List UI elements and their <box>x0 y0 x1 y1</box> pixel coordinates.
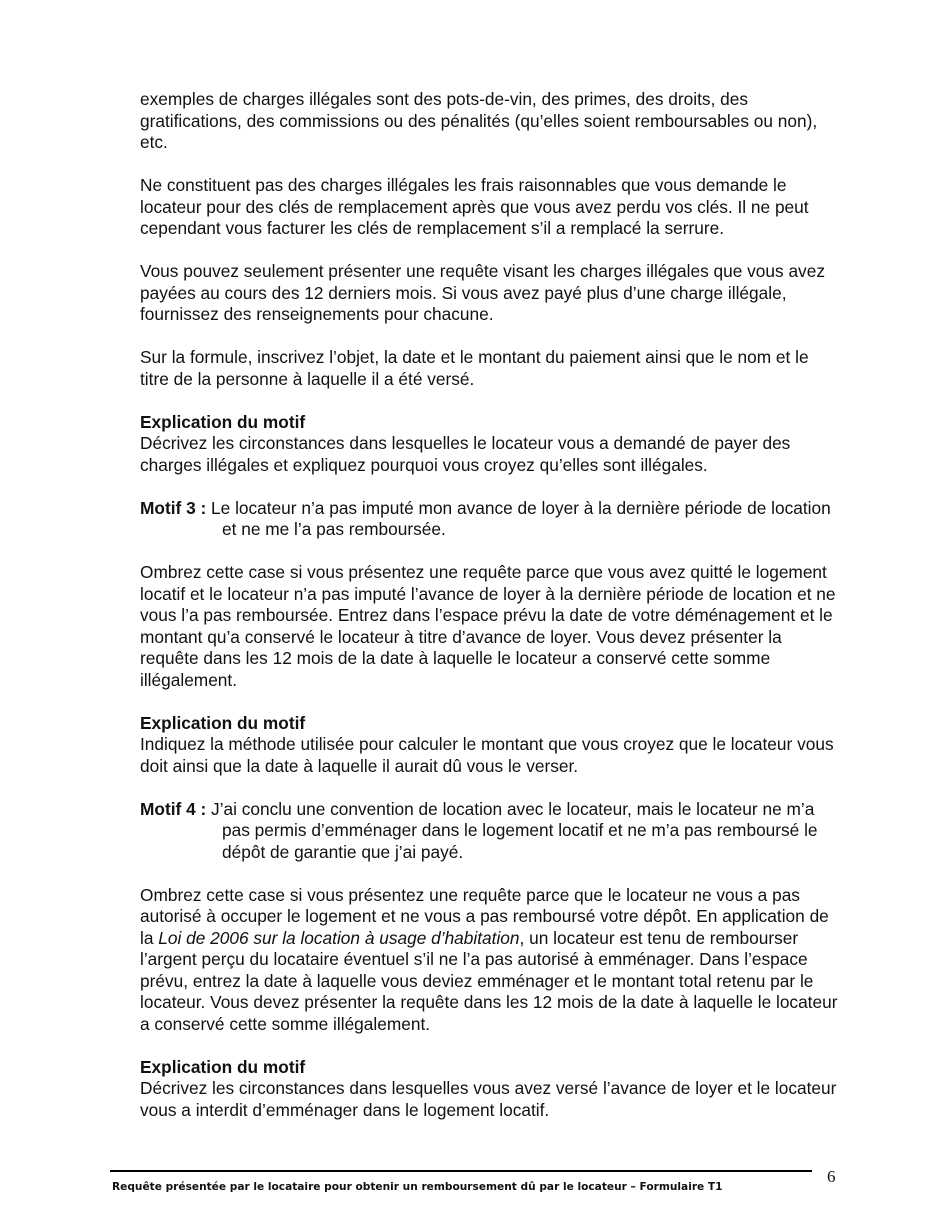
motif-4-label: Motif 4 : <box>140 798 207 819</box>
section-heading: Explication du motif <box>140 411 306 432</box>
motif-3 <box>140 498 840 541</box>
section-text: Décrivez les circonstances dans lesquelles vous avez versé l’avance de loyer et le locateur vous a interdit d’emménager dans le logement locatif. <box>140 1078 837 1120</box>
document-body <box>140 89 840 1143</box>
text-after-law: , un locateur est tenu de rembourser l’argent perçu du locataire éventuel s’il ne l’a pas autorisé à emménager. Dans l’espace prévu, entrez la date à laquelle vous deviez emménager et le montant total retenu par le locateur. Vous devez présenter la requête dans les 12 mois de la date à laquelle le locateur a conservé cette somme illégalement. <box>140 927 838 1034</box>
paragraph-illegal-charges-examples: exemples de charges illégales sont des pots-de-vin, des primes, des droits, des gratifications, des commissions ou des pénalités (qu’elles soient remboursables ou non), etc. <box>140 89 818 152</box>
motif-4-text: J’ai conclu une convention de location avec le locateur, mais le locateur ne m’a pas permis d’emménager dans le logement locatif et ne m’a pas remboursé le dépôt de garantie que j’ai payé. <box>211 798 818 862</box>
section-text: Indiquez la méthode utilisée pour calculer le montant que vous croyez que le locateur vous doit ainsi que la date à laquelle il aurait dû vous le verser. <box>140 734 834 776</box>
section-explanation-3 <box>140 1057 840 1122</box>
page-number: 6 <box>827 1167 836 1186</box>
text-before-law: Ombrez cette case si vous présentez une requête parce que le locateur ne vous a pas autorisé à occuper le logement et ne vous a pas remboursé votre dépôt. En application de la <box>140 884 829 948</box>
section-text: Décrivez les circonstances dans lesquelles le locateur vous a demandé de payer des charges illégales et expliquez pourquoi vous croyez qu’elles sont illégales. <box>140 433 791 475</box>
motif-3-label: Motif 3 : <box>140 497 207 518</box>
paragraph-motif-4-instructions <box>140 885 840 1036</box>
motif-4 <box>140 799 840 864</box>
section-explanation-1 <box>140 412 840 477</box>
footer-divider <box>110 1170 812 1172</box>
footer-title: Requête présentée par le locataire pour obtenir un remboursement dû par le locateur – Formulaire T1 <box>112 1181 723 1193</box>
paragraph-motif-3-instructions: Ombrez cette case si vous présentez une requête parce que vous avez quitté le logement locatif et le locateur n’a pas imputé l’avance de loyer à la dernière période de location et ne vous l’a pas remboursée. Entrez dans l’espace prévu la date de votre déménagement et le montant qu’a conservé le locateur à titre d’avance de loyer. Vous devez présenter la requête dans les 12 mois de la date à laquelle le locateur a conservé cette somme illégalement. <box>140 562 836 690</box>
motif-3-text: Le locateur n’a pas imputé mon avance de loyer à la dernière période de location et ne me l’a pas remboursée. <box>211 497 831 539</box>
paragraph-replacement-keys: Ne constituent pas des charges illégales les frais raisonnables que vous demande le locateur pour des clés de remplacement après que vous avez perdu vos clés. Il ne peut cependant vous facturer les clés de remplacement s’il a remplacé la serrure. <box>140 175 809 238</box>
section-explanation-2 <box>140 713 840 778</box>
section-heading: Explication du motif <box>140 1056 306 1077</box>
paragraph-twelve-months: Vous pouvez seulement présenter une requête visant les charges illégales que vous avez payées au cours des 12 derniers mois. Si vous avez payé plus d’une charge illégale, fournissez des renseignements pour chacune. <box>140 261 825 324</box>
law-title: Loi de 2006 sur la location à usage d’habitation <box>158 927 520 948</box>
section-heading: Explication du motif <box>140 712 306 733</box>
paragraph-form-instructions: Sur la formule, inscrivez l’objet, la date et le montant du paiement ainsi que le nom et le titre de la personne à laquelle il a été versé. <box>140 347 809 389</box>
